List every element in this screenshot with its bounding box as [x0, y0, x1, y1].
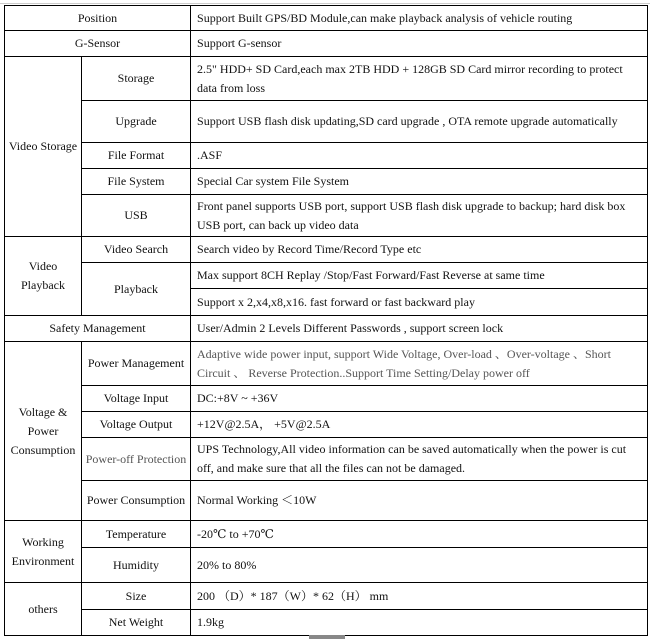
spec-table: [4, 5, 648, 636]
spec-value: 200 （D）* 187（W）* 62（H） mm: [191, 583, 648, 610]
spec-value: Support x 2,x4,x8,x16. fast forward or fast backward play: [191, 289, 648, 316]
spec-value: Front panel supports USB port, support USB flash disk upgrade to backup; hard disk box USB port, can back up video data: [191, 195, 648, 237]
spec-value: 2.5" HDD+ SD Card,each max 2TB HDD + 128GB SD Card mirror recording to protect data from loss: [191, 57, 648, 101]
table-row: [5, 386, 648, 412]
scrollbar-handle[interactable]: [309, 635, 345, 639]
group-label: others: [5, 583, 82, 636]
spec-value: +12V@2.5A， +5V@2.5A: [191, 412, 648, 438]
table-row: [5, 143, 648, 169]
spec-label: File Format: [82, 143, 191, 169]
table-row: [5, 169, 648, 195]
spec-label: Voltage Output: [82, 412, 191, 438]
spec-label: Power-off Protection: [82, 438, 191, 481]
spec-value: .ASF: [191, 143, 648, 169]
spec-value: Support USB flash disk updating,SD card upgrade , OTA remote upgrade automatically: [191, 101, 648, 143]
table-row: [5, 101, 648, 143]
spec-label: File System: [82, 169, 191, 195]
spec-label: Safety Management: [5, 316, 191, 342]
table-row: [5, 195, 648, 237]
spec-value: Support G-sensor: [191, 31, 648, 57]
table-row: [5, 31, 648, 57]
table-row: [5, 316, 648, 342]
spec-label: Position: [5, 6, 191, 31]
table-row: [5, 610, 648, 636]
spec-value: User/Admin 2 Levels Different Passwords , support screen lock: [191, 316, 648, 342]
group-label: Working Environment: [5, 521, 82, 583]
spec-label: Playback: [82, 263, 191, 316]
group-label: Voltage & Power Consumption: [5, 342, 82, 521]
spec-value: UPS Technology,All video information can be saved automatically when the power is cut off, and make sure that all the files can not be damaged.: [191, 438, 648, 481]
group-label: Video Playback: [5, 237, 82, 316]
spec-value: Normal Working ＜10W: [191, 481, 648, 521]
spec-label: G-Sensor: [5, 31, 191, 57]
table-row: [5, 521, 648, 548]
spec-label: Power Management: [82, 342, 191, 386]
spec-label: Size: [82, 583, 191, 610]
spec-label: Video Search: [82, 237, 191, 263]
table-row: [5, 548, 648, 583]
spec-value: Special Car system File System: [191, 169, 648, 195]
group-label: Video Storage: [5, 57, 82, 237]
spec-value: 20% to 80%: [191, 548, 648, 583]
table-row: [5, 237, 648, 263]
spec-label: Storage: [82, 57, 191, 101]
spec-label: Power Consumption: [82, 481, 191, 521]
spec-value: Max support 8CH Replay /Stop/Fast Forward/Fast Reverse at same time: [191, 263, 648, 289]
spec-value: Adaptive wide power input, support Wide Voltage, Over-load 、Over-voltage 、Short Circuit 、 Reverse Protection..Support Time Setting/Delay power off: [191, 342, 648, 386]
spec-value: Search video by Record Time/Record Type etc: [191, 237, 648, 263]
spec-label: Net Weight: [82, 610, 191, 636]
table-row: [5, 412, 648, 438]
table-row: [5, 583, 648, 610]
table-row: [5, 342, 648, 386]
spec-label: Temperature: [82, 521, 191, 548]
spec-value: Support Built GPS/BD Module,can make playback analysis of vehicle routing: [191, 6, 648, 31]
table-row: [5, 57, 648, 101]
spec-label: USB: [82, 195, 191, 237]
page-top-border: [0, 0, 650, 4]
spec-value: DC:+8V ~ +36V: [191, 386, 648, 412]
spec-label: Humidity: [82, 548, 191, 583]
table-row: [5, 481, 648, 521]
spec-label: Voltage Input: [82, 386, 191, 412]
spec-value: -20℃ to +70℃: [191, 521, 648, 548]
table-row: [5, 6, 648, 31]
spec-label: Upgrade: [82, 101, 191, 143]
table-row: [5, 263, 648, 289]
spec-value: 1.9kg: [191, 610, 648, 636]
table-row: [5, 438, 648, 481]
